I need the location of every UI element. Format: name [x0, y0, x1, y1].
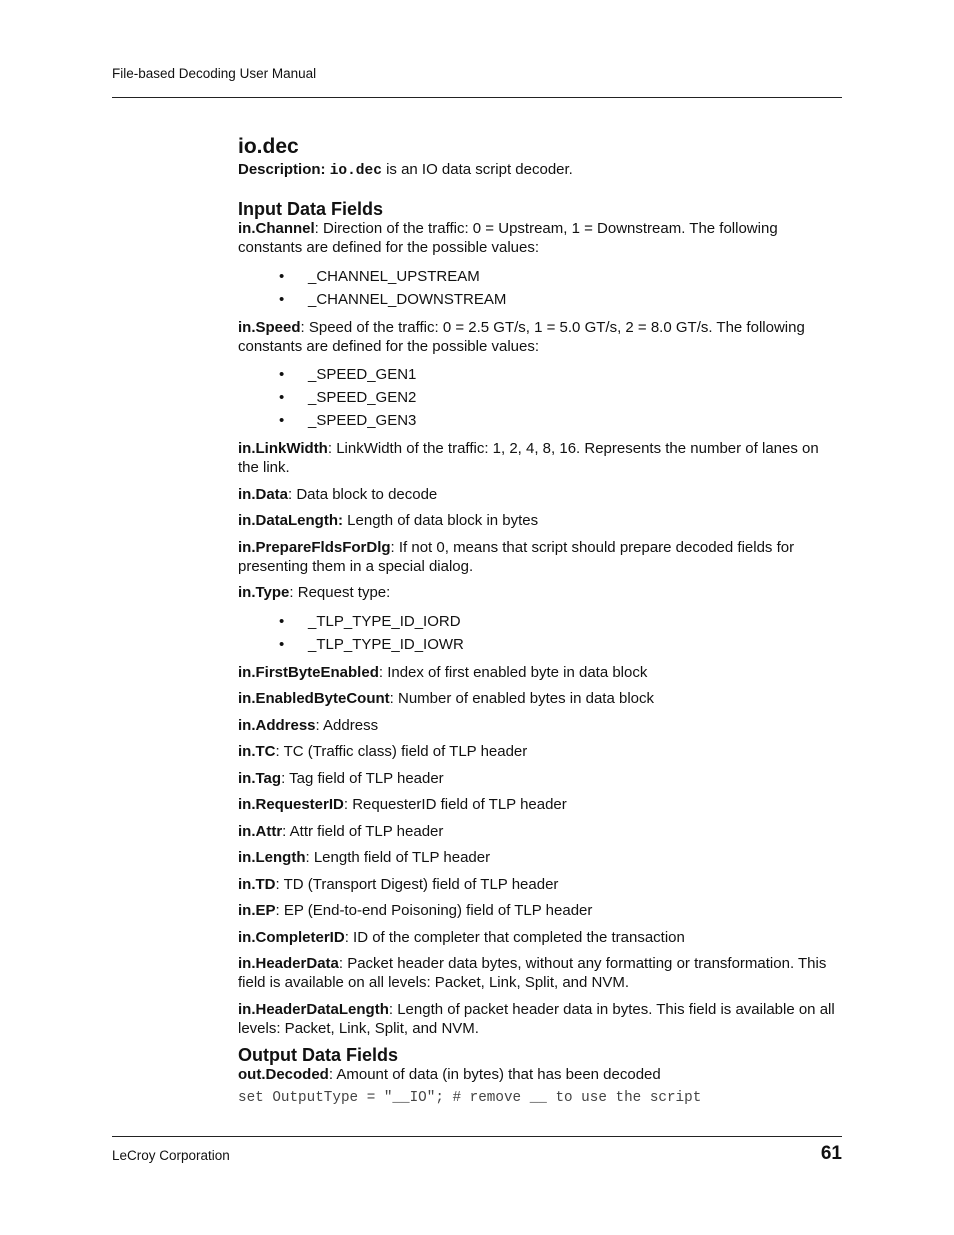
field-in-type	[238, 583, 842, 602]
constant-list	[238, 363, 842, 432]
field-in-tc	[238, 742, 842, 761]
field-description: : Packet header data bytes, without any formatting or transformation. This field is available on all levels: Packet, Link, Split, and NVM.	[238, 955, 827, 991]
field-description: : Number of enabled bytes in data block	[389, 690, 654, 707]
field-name: in.RequesterID	[238, 796, 344, 813]
field-description: : TC (Traffic class) field of TLP header	[275, 743, 528, 760]
constant-list	[238, 265, 842, 311]
field-in-address	[238, 716, 842, 735]
main-content	[238, 134, 842, 1108]
field-description: : EP (End-to-end Poisoning) field of TLP header	[275, 902, 593, 919]
constant-name: _CHANNEL_UPSTREAM	[308, 267, 480, 285]
bullet-icon: •	[279, 366, 285, 383]
output-fields-heading: Output Data Fields	[238, 1045, 399, 1065]
section-description	[238, 160, 842, 181]
header-rule	[112, 97, 842, 98]
field-in-enabledbytecount	[238, 689, 842, 708]
field-name: in.HeaderData	[238, 955, 339, 972]
page-number: 61	[820, 1143, 842, 1164]
input-fields-heading: Input Data Fields	[238, 199, 384, 219]
description-label: Description:	[238, 161, 326, 178]
constant-item	[238, 288, 842, 311]
field-description: : TD (Transport Digest) field of TLP header	[275, 875, 559, 893]
field-name: in.PrepareFldsForDlg	[238, 538, 391, 556]
field-in-preparefldsfordlg	[238, 538, 842, 576]
output-field-name: out.Decoded	[238, 1066, 329, 1083]
constant-list	[238, 610, 842, 656]
description-code: io.dec	[329, 163, 382, 179]
bullet-icon: •	[279, 635, 285, 653]
code-sample: set OutputType = "__IO"; # remove __ to use the script	[238, 1090, 702, 1106]
constant-name: _TLP_TYPE_ID_IOWR	[308, 635, 464, 653]
field-name: in.Type	[238, 584, 290, 601]
field-in-headerdata	[238, 954, 842, 992]
field-description: : Data block to decode	[288, 485, 438, 503]
field-name: in.LinkWidth	[238, 440, 328, 457]
field-name: in.TD	[238, 875, 276, 893]
field-description: : Length of packet header data in bytes. This field is available on all levels: Packet, Link, Split, and NVM.	[238, 1000, 835, 1037]
field-name: in.EnabledByteCount	[238, 690, 390, 707]
field-in-firstbyteenabled	[238, 663, 842, 682]
field-description: : Index of first enabled byte in data block	[378, 663, 648, 681]
constant-name: _CHANNEL_DOWNSTREAM	[308, 290, 507, 308]
bullet-icon: •	[279, 412, 285, 429]
constant-item	[238, 610, 842, 633]
field-in-datalength	[238, 511, 842, 530]
constant-name: _SPEED_GEN3	[308, 412, 417, 429]
field-description: : Request type:	[289, 584, 391, 601]
field-name: in.Speed	[238, 318, 301, 336]
output-field-text: : Amount of data (in bytes) that has been decoded	[328, 1066, 661, 1083]
running-header: File-based Decoding User Manual	[112, 66, 317, 81]
bullet-icon: •	[279, 612, 285, 630]
footer-company: LeCroy Corporation	[112, 1148, 230, 1163]
field-in-ep	[238, 901, 842, 920]
field-name: in.Length	[238, 849, 306, 866]
field-in-data	[238, 485, 842, 504]
constant-item	[238, 409, 842, 432]
field-name: in.DataLength:	[238, 512, 343, 529]
field-description: : ID of the completer that completed the transaction	[344, 928, 685, 946]
field-description: : Attr field of TLP header	[282, 822, 444, 840]
field-name: in.Address	[238, 716, 316, 734]
field-name: in.CompleterID	[238, 928, 345, 946]
field-in-tag	[238, 769, 842, 788]
field-description: : Speed of the traffic: 0 = 2.5 GT/s, 1 = 5.0 GT/s, 2 = 8.0 GT/s. The following constants are defined for the possible values:	[238, 318, 805, 355]
field-name: in.Channel	[238, 220, 315, 237]
field-in-headerdatalength	[238, 1000, 842, 1038]
field-name: in.FirstByteEnabled	[238, 663, 379, 681]
constant-item	[238, 633, 842, 656]
bullet-icon: •	[279, 267, 285, 285]
field-in-channel	[238, 219, 842, 257]
constant-name: _SPEED_GEN1	[308, 366, 417, 383]
field-name: in.EP	[238, 902, 276, 919]
bullet-icon: •	[279, 290, 285, 308]
constant-item	[238, 386, 842, 409]
bullet-icon: •	[279, 389, 285, 406]
field-description: Length of data block in bytes	[343, 512, 539, 529]
field-in-completerid	[238, 928, 842, 947]
field-in-length	[238, 848, 842, 867]
field-name: in.HeaderDataLength	[238, 1000, 389, 1018]
footer-rule	[112, 1136, 842, 1137]
description-text: is an IO data script decoder.	[381, 161, 573, 178]
field-in-td	[238, 875, 842, 894]
field-name: in.Tag	[238, 769, 282, 787]
constant-item	[238, 363, 842, 386]
field-description: : Direction of the traffic: 0 = Upstream, 1 = Downstream. The following constants are defined for the possible values:	[238, 220, 778, 256]
field-description: : Tag field of TLP header	[281, 769, 444, 787]
field-in-speed	[238, 318, 842, 356]
field-in-attr	[238, 822, 842, 841]
field-description: : Length field of TLP header	[305, 849, 491, 866]
field-in-linkwidth	[238, 439, 842, 477]
field-description: : If not 0, means that script should prepare decoded fields for presenting them in a special dialog.	[238, 538, 795, 575]
field-name: in.Data	[238, 485, 289, 503]
field-description: : RequesterID field of TLP header	[343, 796, 567, 813]
constant-name: _SPEED_GEN2	[308, 389, 417, 406]
field-name: in.Attr	[238, 822, 283, 840]
field-description: : LinkWidth of the traffic: 1, 2, 4, 8, 16. Represents the number of lanes on the link.	[238, 440, 819, 476]
output-field-decoded	[238, 1065, 842, 1084]
field-description: : Address	[315, 716, 379, 734]
input-field-list	[238, 219, 842, 1038]
field-in-requesterid	[238, 795, 842, 814]
section-title: io.dec	[238, 135, 299, 158]
constant-name: _TLP_TYPE_ID_IORD	[308, 612, 461, 630]
constant-item	[238, 265, 842, 288]
field-name: in.TC	[238, 743, 276, 760]
